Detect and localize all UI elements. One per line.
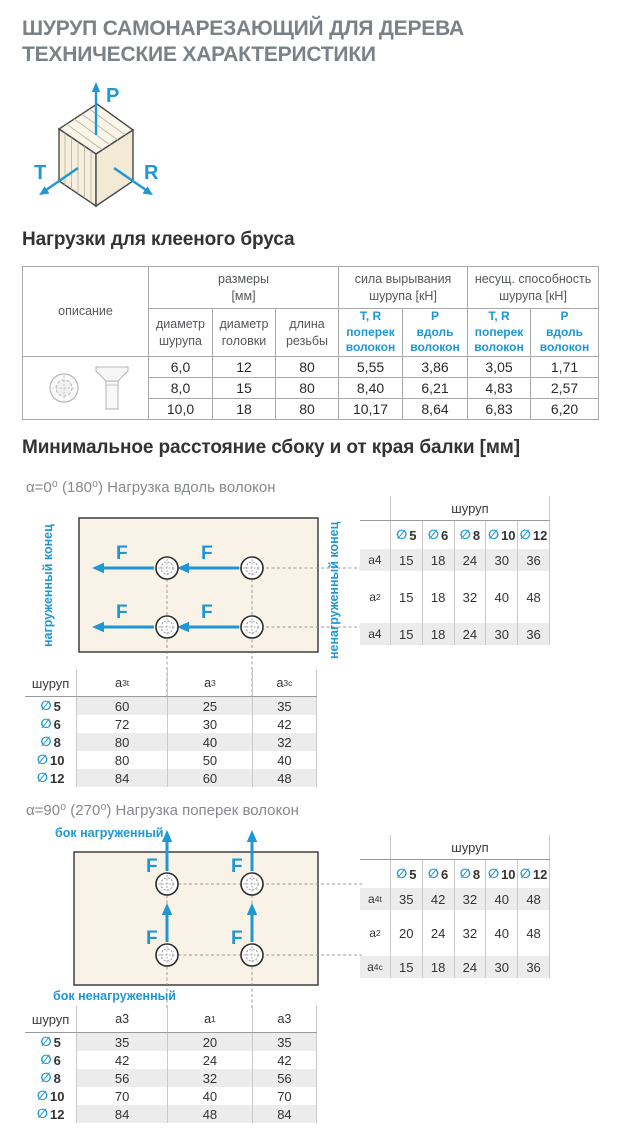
col-header	[252, 1006, 317, 1032]
diameter-header	[517, 521, 550, 549]
row-label-base: a	[367, 960, 374, 974]
screw-symbol	[156, 944, 178, 966]
diameter-icon: ∅	[40, 1034, 52, 1049]
cell: 40	[485, 571, 517, 623]
along-side-table	[360, 496, 550, 645]
diameter-icon: ∅	[40, 1052, 52, 1067]
group-header-pullout-force	[339, 267, 468, 309]
cell: 8,64	[403, 399, 468, 420]
col-header: a 3c	[252, 670, 317, 696]
table-row	[25, 1105, 317, 1123]
table-row	[360, 956, 550, 978]
cell: 35	[252, 697, 317, 715]
diameter-icon: ∅	[519, 527, 531, 542]
screw-group-header: шуруп	[390, 496, 550, 520]
diameter-header	[454, 521, 486, 549]
unloaded-side-label: бок ненагруженный	[53, 989, 176, 1003]
along-grain-subheading: α=0⁰ (180⁰) Нагрузка вдоль волокон	[26, 479, 276, 496]
cell: 42	[252, 715, 317, 733]
cell: 5,55	[339, 357, 403, 378]
cell: 32	[454, 888, 486, 910]
cell: 80	[76, 751, 167, 769]
cell: 40	[252, 751, 317, 769]
cell: 10,0	[149, 399, 213, 420]
row-label	[25, 733, 76, 751]
diameter-header	[422, 521, 454, 549]
cell: 8,0	[149, 378, 213, 399]
table-row	[25, 769, 317, 787]
diameter-value: 12	[49, 1106, 65, 1122]
diameter-icon: ∅	[459, 527, 471, 542]
diameter-header	[390, 521, 422, 549]
table-row	[25, 1069, 317, 1087]
cell: 35	[252, 1033, 317, 1051]
r-axis-label: R	[144, 162, 159, 184]
cell: 70	[252, 1087, 317, 1105]
cell: 2,57	[531, 378, 599, 399]
cell: 24	[454, 956, 486, 978]
loaded-side-label: бок нагруженный	[55, 826, 164, 840]
col-header-base: a3	[277, 1012, 292, 1026]
cell: 72	[76, 715, 167, 733]
loads-table	[22, 266, 599, 420]
unloaded-end-label: ненагруженный конец	[327, 521, 341, 659]
cell: 80	[276, 399, 339, 420]
cell: 48	[252, 769, 317, 787]
subheader-head-diameter: диаметр головки	[213, 309, 276, 357]
beam-rectangle	[79, 518, 318, 652]
table-row	[25, 751, 317, 769]
diameter-value: 10	[49, 752, 65, 768]
diameter-header	[485, 860, 517, 888]
diameter-icon: ∅	[40, 698, 52, 713]
corner-header: шуруп	[31, 1011, 70, 1027]
cell: 80	[276, 357, 339, 378]
diameter-value: 8	[472, 866, 481, 882]
diameter-header	[517, 860, 550, 888]
page-title	[22, 16, 464, 69]
along-bottom-table	[25, 670, 317, 787]
screw-symbol	[241, 557, 263, 579]
diameter-value: 10	[49, 1088, 65, 1104]
diameter-icon: ∅	[487, 866, 500, 881]
p2-l3: волокон	[539, 340, 590, 355]
group-pullout-line1: сила вырывания	[354, 272, 452, 287]
col-header-base: a	[204, 1012, 212, 1026]
subheader-thread-length: длина резьбы	[276, 309, 339, 357]
diameter-value: 12	[532, 866, 548, 882]
diameter-value: 5	[409, 527, 417, 543]
diameter-icon: ∅	[40, 734, 52, 749]
corner-header: шуруп	[31, 675, 70, 691]
group-dimensions-line1: размеры	[218, 272, 269, 287]
diameter-icon: ∅	[427, 527, 440, 542]
cell: 18	[422, 623, 454, 645]
tr2-l1: T, R	[488, 309, 510, 324]
row-label	[25, 697, 76, 715]
cell: 15	[213, 378, 276, 399]
row-label	[25, 1033, 76, 1051]
cell: 40	[167, 1087, 252, 1105]
cell: 56	[252, 1069, 317, 1087]
cell: 35	[76, 1033, 167, 1051]
group-pullout-line2: шурупа [кН]	[369, 288, 437, 303]
diameter-icon: ∅	[40, 716, 52, 731]
diameter-value: 6	[441, 866, 449, 882]
diameter-value: 6	[53, 1052, 61, 1068]
across-bottom-table	[25, 1006, 317, 1123]
cell: 24	[454, 549, 486, 571]
table-row	[23, 357, 599, 378]
table-row	[25, 697, 317, 715]
across-side-table	[360, 835, 550, 978]
cell: 48	[517, 910, 550, 956]
cell: 42	[76, 1051, 167, 1069]
cell: 32	[454, 571, 486, 623]
row-label: a 2	[369, 590, 381, 604]
cell: 32	[454, 910, 486, 956]
group-header-bearing-capacity	[468, 267, 599, 309]
table-row	[25, 1087, 317, 1105]
col-header-base: a	[276, 676, 284, 690]
corner-empty	[360, 860, 390, 888]
cell: 1,71	[531, 357, 599, 378]
diameter-header	[422, 860, 454, 888]
header-row	[25, 1006, 317, 1033]
row-label: a 2	[369, 926, 381, 940]
diameter-value: 8	[53, 734, 61, 750]
cell: 48	[517, 888, 550, 910]
cell: 6,83	[468, 399, 531, 420]
group-bearing-line1: несущ. способность	[474, 272, 592, 287]
cell: 30	[485, 623, 517, 645]
col-header: a 3	[167, 670, 252, 696]
cell: 3,05	[468, 357, 531, 378]
tr1-l2: поперек	[346, 324, 395, 339]
row-label	[360, 549, 390, 571]
diameter-value: 10	[501, 866, 516, 882]
diameter-header	[454, 860, 486, 888]
table-row	[360, 571, 550, 623]
cell: 20	[167, 1033, 252, 1051]
table-row	[25, 733, 317, 751]
force-label: F	[146, 856, 158, 877]
cell: 84	[76, 1105, 167, 1123]
diameter-icon: ∅	[519, 866, 531, 881]
row-label-base: a	[368, 892, 375, 906]
cell: 10,17	[339, 399, 403, 420]
cell: 18	[213, 399, 276, 420]
cell: 48	[517, 571, 550, 623]
row-label: a 4t	[368, 892, 382, 906]
col-header	[76, 1006, 167, 1032]
col-header-base: a	[115, 676, 123, 690]
screw-symbol	[156, 873, 178, 895]
diameter-icon: ∅	[36, 1088, 48, 1103]
cell: 6,20	[531, 399, 599, 420]
diameter-header	[390, 860, 422, 888]
diameter-value: 10	[501, 527, 516, 543]
cell: 42	[252, 1051, 317, 1069]
cell: 30	[485, 956, 517, 978]
table-row	[25, 1051, 317, 1069]
cell: 24	[167, 1051, 252, 1069]
p2-l1: P	[560, 309, 569, 324]
cell: 35	[390, 888, 422, 910]
cell: 40	[485, 888, 517, 910]
force-label: F	[231, 856, 243, 877]
cell: 4,83	[468, 378, 531, 399]
min-distance-heading: Минимальное расстояние сбоку и от края балки [мм]	[22, 437, 520, 458]
cell: 80	[276, 378, 339, 399]
row-label-base: a4	[368, 553, 382, 567]
cell: 84	[76, 769, 167, 787]
cell: 32	[167, 1069, 252, 1087]
diameter-icon: ∅	[40, 1070, 52, 1085]
subheader-p-along-grain-2	[531, 309, 599, 357]
diameter-value: 6	[441, 527, 449, 543]
cell: 25	[167, 697, 252, 715]
cell: 24	[454, 623, 486, 645]
corner-empty	[360, 521, 390, 549]
t-axis-label: T	[34, 162, 47, 184]
diameter-icon: ∅	[396, 527, 408, 542]
cell: 18	[422, 571, 454, 623]
cell: 60	[167, 769, 252, 787]
cell: 18	[422, 956, 454, 978]
row-label: a 4c	[367, 960, 383, 974]
table-row	[25, 715, 317, 733]
row-label	[25, 1087, 76, 1105]
cell: 56	[76, 1069, 167, 1087]
cell: 36	[517, 549, 550, 571]
cell: 50	[167, 751, 252, 769]
screw-symbol	[241, 873, 263, 895]
p1-l2: вдоль	[416, 324, 454, 339]
tr2-l2: поперек	[474, 324, 524, 339]
screw-illustration-cell	[23, 357, 149, 420]
p2-l2: вдоль	[546, 324, 584, 339]
table-row	[360, 888, 550, 910]
cell: 15	[390, 571, 422, 623]
diameter-value: 5	[53, 1034, 61, 1050]
tr2-l3: волокон	[474, 340, 524, 355]
table-row	[360, 910, 550, 956]
screw-group-header: шуруп	[390, 835, 550, 859]
side-table-group-row	[360, 496, 550, 521]
force-label: F	[231, 928, 243, 949]
col-header: a 1	[167, 1006, 252, 1032]
force-label: F	[116, 543, 128, 564]
diameter-value: 12	[532, 527, 548, 543]
diameter-icon: ∅	[396, 866, 408, 881]
row-label-base: a4	[368, 627, 382, 641]
subheader-screw-diameter: диаметр шурупа	[149, 309, 213, 357]
cell: 18	[422, 549, 454, 571]
page-title-line1: ШУРУП САМОНАРЕЗАЮЩИЙ ДЛЯ ДЕРЕВА	[22, 17, 464, 40]
diameter-icon: ∅	[487, 527, 500, 542]
group-dimensions-line2: [мм]	[231, 288, 256, 303]
screw-symbol	[241, 944, 263, 966]
cell: 32	[252, 733, 317, 751]
loads-section-heading: Нагрузки для клееного бруса	[22, 229, 295, 250]
cell: 15	[390, 623, 422, 645]
cell: 15	[390, 549, 422, 571]
row-label	[25, 1069, 76, 1087]
cell: 6,21	[403, 378, 468, 399]
force-label: F	[201, 602, 213, 623]
diameter-icon: ∅	[36, 1106, 48, 1121]
row-label	[25, 1051, 76, 1069]
col-header-base: a	[204, 676, 212, 690]
row-label	[25, 715, 76, 733]
row-label-base: a	[369, 926, 376, 940]
cell: 70	[76, 1087, 167, 1105]
diameter-header-row	[360, 860, 550, 888]
row-label	[25, 769, 76, 787]
subheader-tr-across-grain-2	[468, 309, 531, 357]
cell: 80	[76, 733, 167, 751]
cell: 15	[390, 956, 422, 978]
loaded-end-label: нагруженный конец	[41, 524, 55, 648]
diameter-header	[485, 521, 517, 549]
diameter-icon: ∅	[36, 752, 48, 767]
tr1-l3: волокон	[345, 340, 396, 355]
subheader-p-along-grain-1	[403, 309, 468, 357]
table-row	[25, 1033, 317, 1051]
cell: 42	[422, 888, 454, 910]
group-header-dimensions	[149, 267, 339, 309]
screw-symbol	[156, 616, 178, 638]
p1-l1: P	[431, 309, 440, 324]
diameter-icon: ∅	[459, 866, 471, 881]
table-row	[360, 549, 550, 571]
side-table-group-row	[360, 835, 550, 860]
diameter-icon: ∅	[36, 770, 48, 785]
screw-symbol	[241, 616, 263, 638]
cell: 30	[485, 549, 517, 571]
subheader-tr-across-grain-1	[339, 309, 403, 357]
tr1-l1: T, R	[359, 309, 382, 324]
diameter-header-row	[360, 521, 550, 549]
cell: 24	[422, 910, 454, 956]
row-label	[25, 1105, 76, 1123]
cell: 40	[167, 733, 252, 751]
cell: 8,40	[339, 378, 403, 399]
diameter-value: 8	[472, 527, 481, 543]
wood-block-axes-diagram	[32, 78, 202, 218]
diameter-icon: ∅	[427, 866, 440, 881]
force-label: F	[201, 543, 213, 564]
p-axis-label: P	[106, 85, 120, 107]
screw-symbol	[156, 557, 178, 579]
cell: 84	[252, 1105, 317, 1123]
diameter-value: 5	[409, 866, 417, 882]
cell: 36	[517, 623, 550, 645]
cell: 20	[390, 910, 422, 956]
across-grain-subheading: α=90⁰ (270⁰) Нагрузка поперек волокон	[26, 802, 299, 819]
cell: 3,86	[403, 357, 468, 378]
force-label: F	[146, 928, 158, 949]
diameter-value: 8	[53, 1070, 61, 1086]
diameter-value: 5	[53, 698, 61, 714]
header-row	[25, 670, 317, 697]
cell: 36	[517, 956, 550, 978]
col-header-base: a3	[115, 1012, 130, 1026]
cell: 40	[485, 910, 517, 956]
group-bearing-line2: шурупа [кН]	[499, 288, 567, 303]
row-label-base: a	[369, 590, 376, 604]
cell: 12	[213, 357, 276, 378]
screw-icon	[30, 359, 142, 415]
table-row	[360, 623, 550, 645]
col-header: a 3t	[76, 670, 167, 696]
cell: 30	[167, 715, 252, 733]
force-label: F	[116, 602, 128, 623]
cell: 48	[167, 1105, 252, 1123]
row-label	[360, 623, 390, 645]
p1-l3: волокон	[410, 340, 460, 355]
beam-rectangle	[74, 852, 318, 985]
cell: 6,0	[149, 357, 213, 378]
diameter-value: 12	[49, 770, 65, 786]
diameter-value: 6	[53, 716, 61, 732]
cell: 60	[76, 697, 167, 715]
row-label	[25, 751, 76, 769]
page-title-line2: ТЕХНИЧЕСКИЕ ХАРАКТЕРИСТИКИ	[22, 43, 376, 67]
col-header-description: описание	[23, 267, 149, 357]
